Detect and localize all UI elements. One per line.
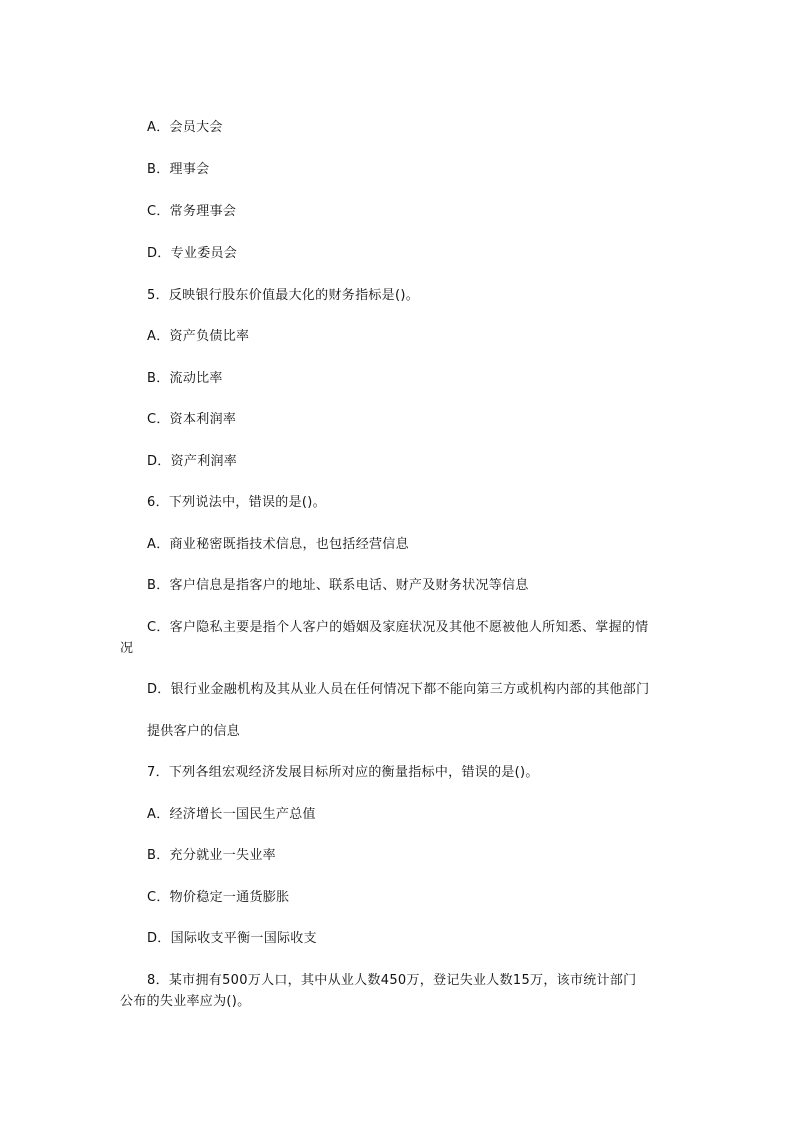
option-d-special-committee: D．专业委员会: [147, 246, 238, 261]
q6-option-c: C．客户隐私主要是指个人客户的婚姻及家庭状况及其他不愿被他人所知悉、掌握的情: [147, 620, 649, 635]
option-a-members-assembly: A．会员大会: [147, 120, 223, 135]
q6-option-d-continued: 提供客户的信息: [147, 724, 241, 739]
question-7: 7．下列各组宏观经济发展目标所对应的衡量指标中，错误的是()。: [147, 765, 539, 780]
question-6: 6．下列说法中，错误的是()。: [147, 495, 326, 510]
option-b-council: B．理事会: [147, 162, 210, 177]
q5-option-b: B．流动比率: [147, 371, 223, 386]
question-8: 8．某市拥有500万人口，其中从业人数450万，登记失业人数15万，该市统计部门: [147, 973, 637, 988]
q6-option-c-continued: 况: [120, 641, 134, 656]
q7-option-a: A．经济增长一国民生产总值: [147, 807, 316, 822]
question-5: 5．反映银行股东价值最大化的财务指标是()。: [147, 288, 420, 303]
q7-option-c: C．物价稳定一通货膨胀: [147, 890, 290, 905]
q7-option-b: B．充分就业一失业率: [147, 848, 276, 863]
q5-option-c: C．资本利润率: [147, 412, 237, 427]
q6-option-b: B．客户信息是指客户的地址、联系电话、财产及财务状况等信息: [147, 578, 529, 593]
option-c-standing-council: C．常务理事会: [147, 204, 237, 219]
q6-option-a: A．商业秘密既指技术信息，也包括经营信息: [147, 537, 409, 552]
q7-option-d: D．国际收支平衡一国际收支: [147, 931, 317, 946]
q6-option-d: D．银行业金融机构及其从业人员在任何情况下都不能向第三方或机构内部的其他部门: [147, 682, 650, 697]
q5-option-d: D．资产利润率: [147, 454, 238, 469]
question-8-continued: 公布的失业率应为()。: [120, 994, 251, 1009]
q5-option-a: A．资产负债比率: [147, 329, 250, 344]
